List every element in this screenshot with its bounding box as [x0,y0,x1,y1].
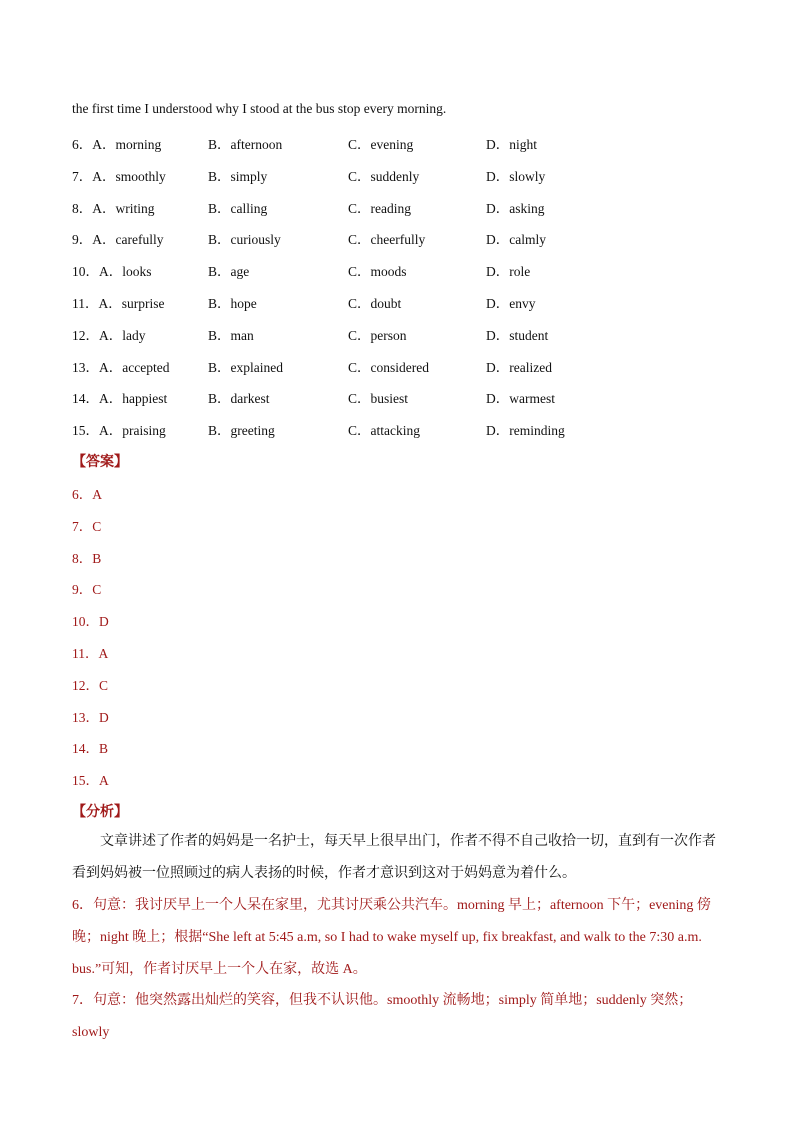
answer-list [72,483,109,801]
option-a: 11．A．surprise [72,295,165,311]
option-a: 13．A．accepted [72,359,170,375]
option-d: D．envy [486,295,536,311]
option-c: C．moods [348,264,407,280]
option-b: B．calling [208,200,268,216]
option-a: 10．A．looks [72,264,152,280]
option-a: 12．A．lady [72,327,146,343]
option-a: 6．A．morning [72,137,162,152]
analysis-heading: 【分析】 [72,805,128,820]
option-c: C．considered [348,359,429,375]
option-a: 15．A．praising [72,423,166,439]
answer-heading: 【答案】 [72,455,128,470]
option-b: B．curiously [208,232,281,248]
passage-last-line: the first time I understood why I stood at the bus stop every morning. [72,101,447,116]
option-a: 9．A．carefully [72,232,164,248]
option-b: B．man [208,327,254,343]
option-c: C．doubt [348,295,402,311]
option-b: B．simply [208,168,268,184]
analysis-note-7: 7．句意：他突然露出灿烂的笑容，但我不认识他。smoothly 流畅地；simply 简单地；suddenly 突然；slowly [72,993,693,1040]
option-c: C．reading [348,200,411,216]
option-d: D．night [486,137,538,152]
answer-item: 14．B [72,741,109,757]
answer-item: 8．B [72,550,102,566]
option-b: B．hope [208,295,257,311]
option-d: D．role [486,264,531,280]
option-d: D．calmly [486,232,546,248]
option-c: C．suddenly [348,168,420,184]
option-d: D．slowly [486,168,546,184]
answer-item: 6．A [72,487,102,502]
analysis-note-6: 6．句意：我讨厌早上一个人呆在家里，尤其讨厌乘公共汽车。morning 早上；afternoon 下午；evening 傍晚；night 晚上；根据“She left at 5:45 a.m, so I had to wake myself up, fix breakfast, and walk to the 7:30 a.m. bus.”可知，作者讨厌早上一个人在家，故选 A。 [72,898,711,977]
option-b: B．explained [208,359,283,375]
option-d: D．realized [486,359,552,375]
option-d: D．warmest [486,391,555,407]
option-d: D．reminding [486,423,565,439]
answer-item: 11．A [72,645,109,661]
option-c: C．evening [348,137,414,152]
analysis-summary: 文章讲述了作者的妈妈是一名护士，每天早上很早出门，作者不得不自己收拾一切，直到有一次作者看到妈妈被一位照顾过的病人表扬的时候，作者才意识到这对于妈妈意为着什么。 [72,834,716,881]
answer-item: 15．A [72,773,109,789]
answer-item: 13．D [72,709,109,725]
option-a: 14．A．happiest [72,391,168,407]
option-a: 8．A．writing [72,200,155,216]
option-b: B．age [208,264,250,280]
option-a: 7．A．smoothly [72,168,166,184]
option-b: B．afternoon [208,137,283,152]
option-c: C．cheerfully [348,232,426,248]
answer-item: 9．C [72,582,102,598]
option-c: C．person [348,327,407,343]
option-c: C．attacking [348,423,420,439]
option-b: B．darkest [208,391,270,407]
answer-item: 12．C [72,677,109,693]
option-d: D．student [486,327,549,343]
option-b: B．greeting [208,423,275,439]
option-c: C．busiest [348,391,409,407]
option-d: D．asking [486,200,545,216]
answer-item: 10．D [72,614,109,630]
answer-item: 7．C [72,518,102,534]
